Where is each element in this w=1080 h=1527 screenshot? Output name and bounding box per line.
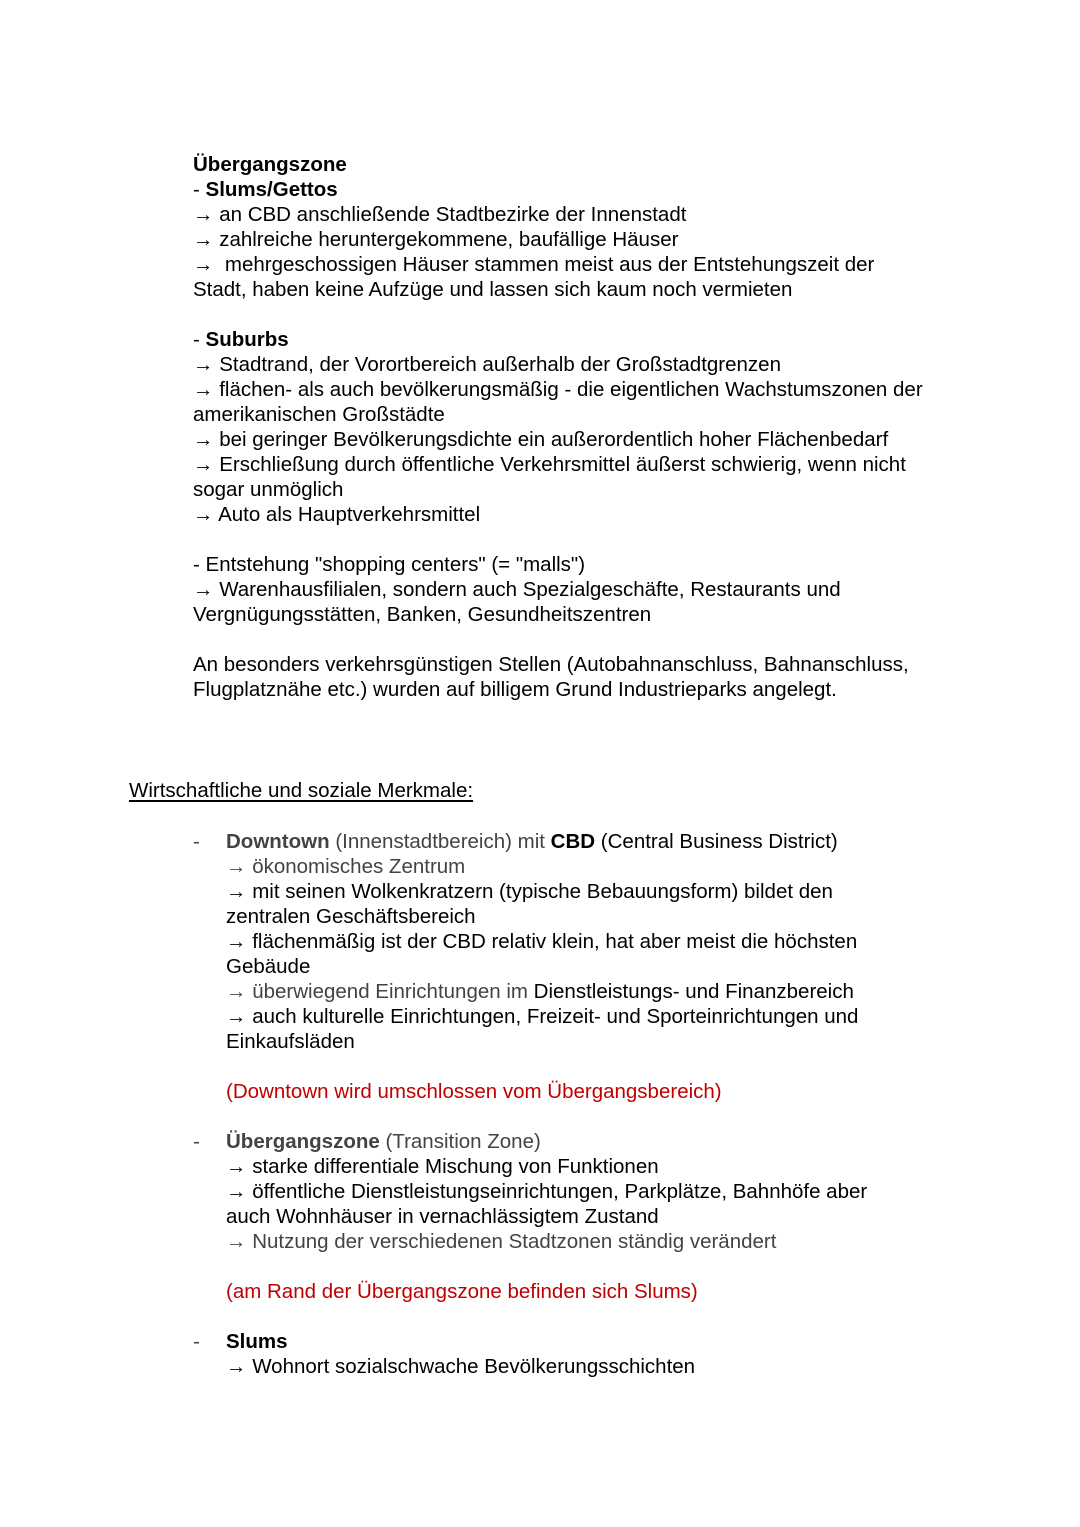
cbd-title-rest: (Central Business District)	[595, 830, 838, 853]
slums-line: → mehrgeschossigen Häuser stammen meist aus der Entstehungszeit der Stadt, haben keine Aufzüge und lassen sich kaum noch vermieten	[193, 253, 881, 301]
malls-line: → Warenhausfilialen, sondern auch Spezialgeschäfte, Restaurants und Vergnügungsstätten, Banken, Gesundheitszentren	[193, 578, 847, 626]
spacer	[193, 527, 963, 552]
downtown-note: (Downtown wird umschlossen vom Übergangsbereich)	[226, 1080, 722, 1103]
spacer	[193, 1104, 913, 1129]
transition-zone-note: (am Rand der Übergangszone befinden sich Slums)	[226, 1280, 698, 1303]
slums-item-line: → Wohnort sozialschwache Bevölkerungsschichten	[226, 1355, 696, 1378]
transition-zone-line: → starke differentiale Mischung von Funktionen	[226, 1155, 659, 1178]
list-item-transition-zone	[193, 1129, 913, 1304]
downtown-title-rest: (Innenstadtbereich) mit	[329, 830, 551, 853]
list-item-downtown	[193, 829, 913, 1104]
suburbs-line: → flächen- als auch bevölkerungsmäßig - die eigentlichen Wachstumszonen der amerikanischen Großstädte	[193, 378, 929, 426]
slums-line: → an CBD anschließende Stadtbezirke der Innenstadt	[193, 203, 687, 226]
downtown-title	[226, 829, 913, 854]
downtown-line-part: → überwiegend Einrichtungen im	[226, 980, 534, 1003]
suburbs-line: → bei geringer Bevölkerungsdichte ein außerordentlich hoher Flächenbedarf	[193, 428, 889, 451]
slums-title: Slums	[226, 1330, 288, 1353]
slums-heading-prefix: -	[193, 178, 206, 201]
economic-social-heading: Wirtschaftliche und soziale Merkmale:	[129, 779, 474, 802]
industry-paragraph: An besonders verkehrsgünstigen Stellen (Autobahnanschluss, Bahnanschluss, Flugplatznähe etc.) wurden auf billigem Grund Industrieparks angelegt.	[193, 653, 915, 701]
malls-heading: - Entstehung "shopping centers" (= "malls")	[193, 553, 586, 576]
transition-zone-line: → öffentliche Dienstleistungseinrichtungen, Parkplätze, Bahnhöfe aber auch Wohnhäuser in vernachlässigtem Zustand	[226, 1180, 873, 1228]
spacer	[193, 1304, 913, 1329]
slums-line: → zahlreiche heruntergekommene, baufällige Häuser	[193, 228, 679, 251]
suburbs-heading-text: Suburbs	[205, 328, 289, 351]
transition-zone-title-bold: Übergangszone	[226, 1130, 380, 1153]
spacer	[193, 627, 963, 652]
suburbs-line: → Erschließung durch öffentliche Verkehrsmittel äußerst schwierig, wenn nicht sogar unmöglich	[193, 453, 912, 501]
section-title: Übergangszone	[193, 153, 347, 176]
suburbs-line: → Stadtrand, der Vorortbereich außerhalb der Großstadtgrenzen	[193, 353, 781, 376]
downtown-line-part-emphasis: Dienstleistungs- und Finanzbereich	[533, 980, 854, 1003]
cbd-title-bold: CBD	[550, 830, 596, 853]
transition-zone-block	[193, 152, 963, 702]
spacer	[226, 1254, 913, 1279]
dash-bullet: -	[193, 830, 200, 853]
list-item-slums	[193, 1329, 913, 1379]
slums-heading	[193, 177, 963, 202]
economic-social-list	[193, 829, 913, 1379]
dash-bullet: -	[193, 1330, 200, 1353]
transition-zone-line: → Nutzung der verschiedenen Stadtzonen ständig verändert	[226, 1230, 777, 1253]
downtown-line: → mit seinen Wolkenkratzern (typische Bebauungsform) bildet den zentralen Geschäftsbereich	[226, 880, 839, 928]
suburbs-heading-prefix: -	[193, 328, 206, 351]
downtown-line: → ökonomisches Zentrum	[226, 855, 466, 878]
downtown-line	[226, 979, 913, 1004]
slums-heading-text: Slums/Gettos	[205, 178, 338, 201]
spacer	[226, 1054, 913, 1079]
suburbs-line: → Auto als Hauptverkehrsmittel	[193, 503, 481, 526]
downtown-line: → auch kulturelle Einrichtungen, Freizeit- und Sporteinrichtungen und Einkaufsläden	[226, 1005, 865, 1053]
spacer	[193, 302, 963, 327]
transition-zone-title-rest: (Transition Zone)	[379, 1130, 541, 1153]
downtown-line: → flächenmäßig ist der CBD relativ klein, hat aber meist die höchsten Gebäude	[226, 930, 863, 978]
downtown-title-bold: Downtown	[226, 830, 330, 853]
dash-bullet: -	[193, 1130, 200, 1153]
suburbs-heading	[193, 327, 963, 352]
transition-zone-title	[226, 1129, 913, 1154]
